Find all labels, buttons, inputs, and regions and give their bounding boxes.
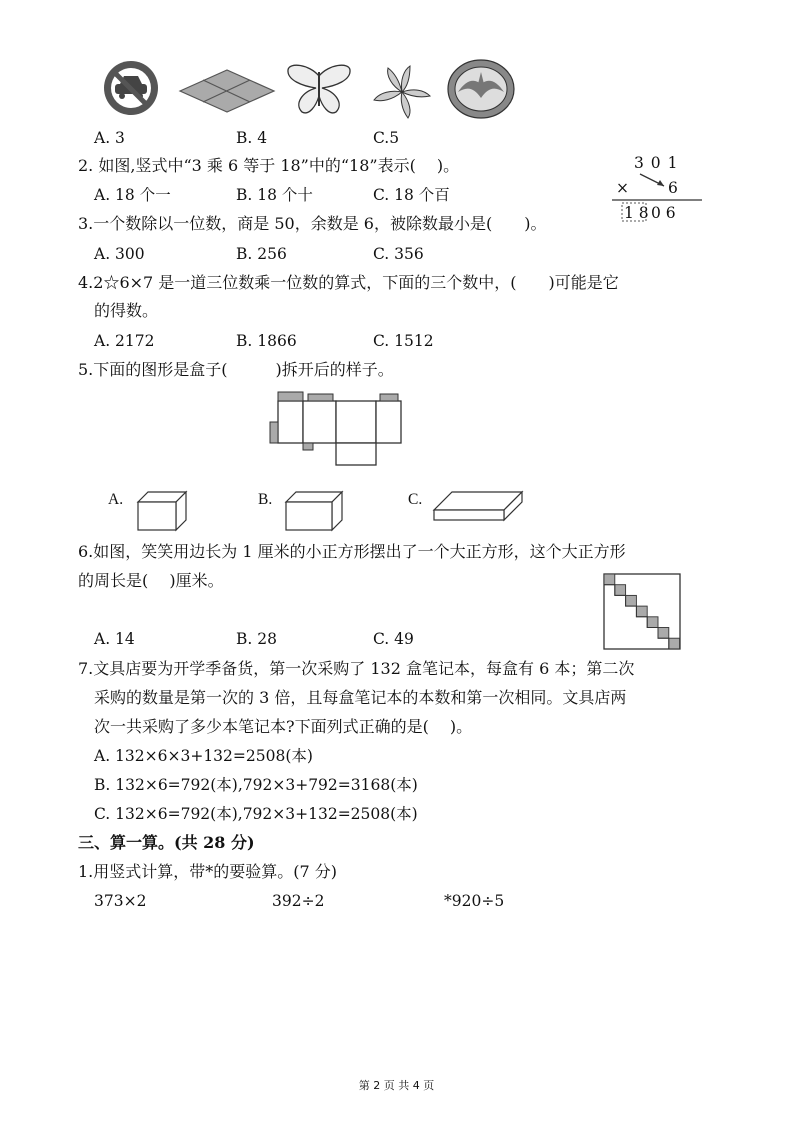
rhombus-tiles-icon [178,68,276,114]
q5-box-label-b: B. [258,491,273,508]
car-logo-icon [446,58,518,120]
q2-fig-top-number: 3 0 1 [634,154,679,172]
pinwheel-flower-icon [370,64,434,120]
q7-stem-line3: 次一共采购了多少本笔记本?下面列式正确的是( )。 [94,717,473,736]
q6-option-c: C. 49 [373,630,414,648]
q4-option-b: B. 1866 [236,332,297,350]
q5-stem: 5.下面的图形是盒子( )拆开后的样子。 [78,360,394,379]
q5-box-a-cube [134,490,190,532]
q6-stem-line1: 6.如图，笑笑用边长为 1 厘米的小正方形摆出了一个大正方形，这个大正方形 [78,542,626,561]
calc-problem-2: 392÷2 [272,892,325,910]
butterfly-icon [284,62,354,118]
q4-option-a: A. 2172 [94,332,155,350]
q1-option-a: A. 3 [94,129,125,147]
q7-option-a: A. 132×6×3+132=2508(本) [94,747,313,765]
q2-fig-result-boxed: 1 8 [624,204,649,222]
q2-fig-multiplier: 6 [668,179,678,197]
q5-box-label-a: A. [108,491,124,508]
q4-stem-line2: 的得数。 [94,301,159,320]
calc-problem-1: 373×2 [94,892,147,910]
section-3-sub1: 1.用竖式计算，带*的要验算。(7 分) [78,862,338,881]
q5-box-label-c: C. [408,491,423,508]
q1-option-b: B. 4 [236,129,268,147]
staircase-square-figure [603,573,683,651]
q7-option-b: B. 132×6=792(本),792×3+792=3168(本) [94,776,418,794]
q2-fig-result-rest: 0 6 [651,204,676,222]
q2-stem: 2. 如图,竖式中“3 乘 6 等于 18”中的“18”表示( )。 [78,156,460,175]
page-footer: 第 2 页 共 4 页 [358,1079,435,1092]
no-car-sign-icon [98,60,168,120]
section-3-heading: 三、算一算。(共 28 分) [78,833,255,852]
q6-stem-line2: 的周长是( )厘米。 [78,571,224,590]
q2-option-b: B. 18 个十 [236,186,313,204]
q3-stem: 3.一个数除以一位数，商是 50，余数是 6，被除数最小是( )。 [78,214,547,233]
q7-option-c: C. 132×6=792(本),792×3+132=2508(本) [94,805,418,823]
q6-option-b: B. 28 [236,630,277,648]
q4-option-c: C. 1512 [373,332,434,350]
calc-problem-3: *920÷5 [444,892,505,910]
q2-fig-mult-sign: × [616,179,629,197]
box-net-diagram [268,390,408,470]
q2-option-c: C. 18 个百 [373,186,450,204]
q5-box-b-cuboid [282,490,346,532]
q7-stem-line1: 7.文具店要为开学季备货，第一次采购了 132 盒笔记本，每盒有 6 本；第二次 [78,659,635,678]
q7-stem-line2: 采购的数量是第一次的 3 倍，且每盒笔记本的本数和第一次相同。文具店两 [94,688,627,707]
q2-option-a: A. 18 个一 [94,186,171,204]
q1-option-c: C.5 [373,129,400,147]
q3-option-c: C. 356 [373,245,424,263]
q5-box-c-flat-cuboid [430,490,526,524]
q3-option-b: B. 256 [236,245,287,263]
q6-option-a: A. 14 [94,630,135,648]
q4-stem-line1: 4.2☆6×7 是一道三位数乘一位数的算式，下面的三个数中，( )可能是它 [78,273,619,292]
q3-option-a: A. 300 [94,245,145,263]
